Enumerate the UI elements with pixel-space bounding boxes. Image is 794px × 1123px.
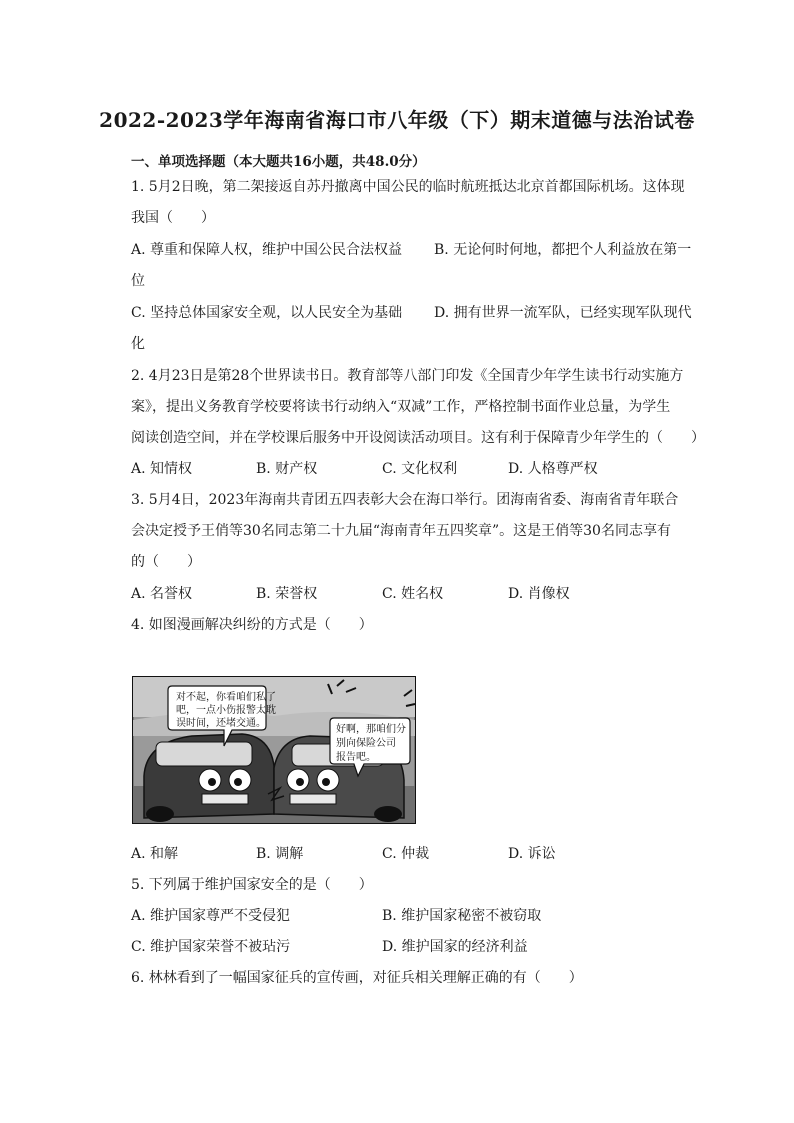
left-bubble-line-3: 误时间，还堵交通。 [176,718,266,729]
question-1-option-b: B. 无论何时何地，都把个人利益放在第一 [434,242,692,258]
question-2-line-1: 2. 4月23日是第28个世界读书日。教育部等八部门印发《全国青少年学生读书行动实施方 [131,368,684,384]
comic-cars-dispute [132,676,416,824]
question-2-line-3: 阅读创造空间，并在学校课后服务中开设阅读活动项目。这有利于保障青少年学生的（ ） [131,430,705,446]
left-bubble-line-2: 吧，一点小伤报警太耽 [176,705,276,716]
question-3-line-1: 3. 5月4日，2023年海南共青团五四表彰大会在海口举行。团海南省委、海南省青年联合 [131,492,679,508]
question-1-option-c: C. 坚持总体国家安全观，以人民安全为基础 [131,305,403,321]
question-6-line-1: 6. 林林看到了一幅国家征兵的宣传画，对征兵相关理解正确的有（ ） [131,970,583,986]
question-4-option-c: C. 仲裁 [382,846,430,862]
exam-title: 2022-2023学年海南省海口市八年级（下）期末道德与法治试卷 [99,108,695,132]
question-1-option-a: A. 尊重和保障人权，维护中国公民合法权益 [131,242,403,258]
left-bubble-line-1: 对不起，你看咱们私了 [176,692,276,703]
right-bubble-line-1: 好啊，那咱们分 [336,724,406,735]
question-2-option-b: B. 财产权 [256,461,318,477]
question-3-option-b: B. 荣誉权 [256,586,318,602]
question-3-option-a: A. 名誉权 [131,586,193,602]
right-bubble-line-3: 报告吧。 [336,752,376,763]
question-2-line-2: 案》，提出义务教育学校要将读书行动纳入“双减”工作，严格控制书面作业总量，为学生 [131,399,671,415]
question-1-option-d-wrap: 化 [131,336,145,352]
question-5-option-a: A. 维护国家尊严不受侵犯 [131,908,291,924]
section-heading: 一、单项选择题（本大题共16小题，共48.0分） [131,154,426,170]
question-1-line-2: 我国（ ） [131,210,215,226]
question-4-option-a: A. 和解 [131,846,179,862]
question-1-option-d: D. 拥有世界一流军队，已经实现军队现代 [434,305,692,321]
question-2-option-a: A. 知情权 [131,461,193,477]
question-1-line-1: 1. 5月2日晚，第二架接返自苏丹撤离中国公民的临时航班抵达北京首都国际机场。这体现 [131,179,685,195]
question-3-option-d: D. 肖像权 [508,586,570,602]
question-2-option-d: D. 人格尊严权 [508,461,598,477]
question-4-option-d: D. 诉讼 [508,846,556,862]
question-3-line-3: 的（ ） [131,554,201,570]
left-car [144,734,274,822]
question-2-option-c: C. 文化权利 [382,461,458,477]
question-5-option-d: D. 维护国家的经济利益 [382,939,528,955]
question-1-option-b-wrap: 位 [131,273,145,289]
question-4-line-1: 4. 如图漫画解决纠纷的方式是（ ） [131,617,373,633]
question-5-line-1: 5. 下列属于维护国家安全的是（ ） [131,877,373,893]
right-bubble-line-2: 别向保险公司 [336,738,396,749]
question-3-line-2: 会决定授予王俏等30名同志第二十九届“海南青年五四奖章”。这是王俏等30名同志享有 [131,523,671,539]
question-4-option-b: B. 调解 [256,846,304,862]
question-3-option-c: C. 姓名权 [382,586,444,602]
question-5-option-c: C. 维护国家荣誉不被玷污 [131,939,291,955]
question-5-option-b: B. 维护国家秘密不被窃取 [382,908,542,924]
